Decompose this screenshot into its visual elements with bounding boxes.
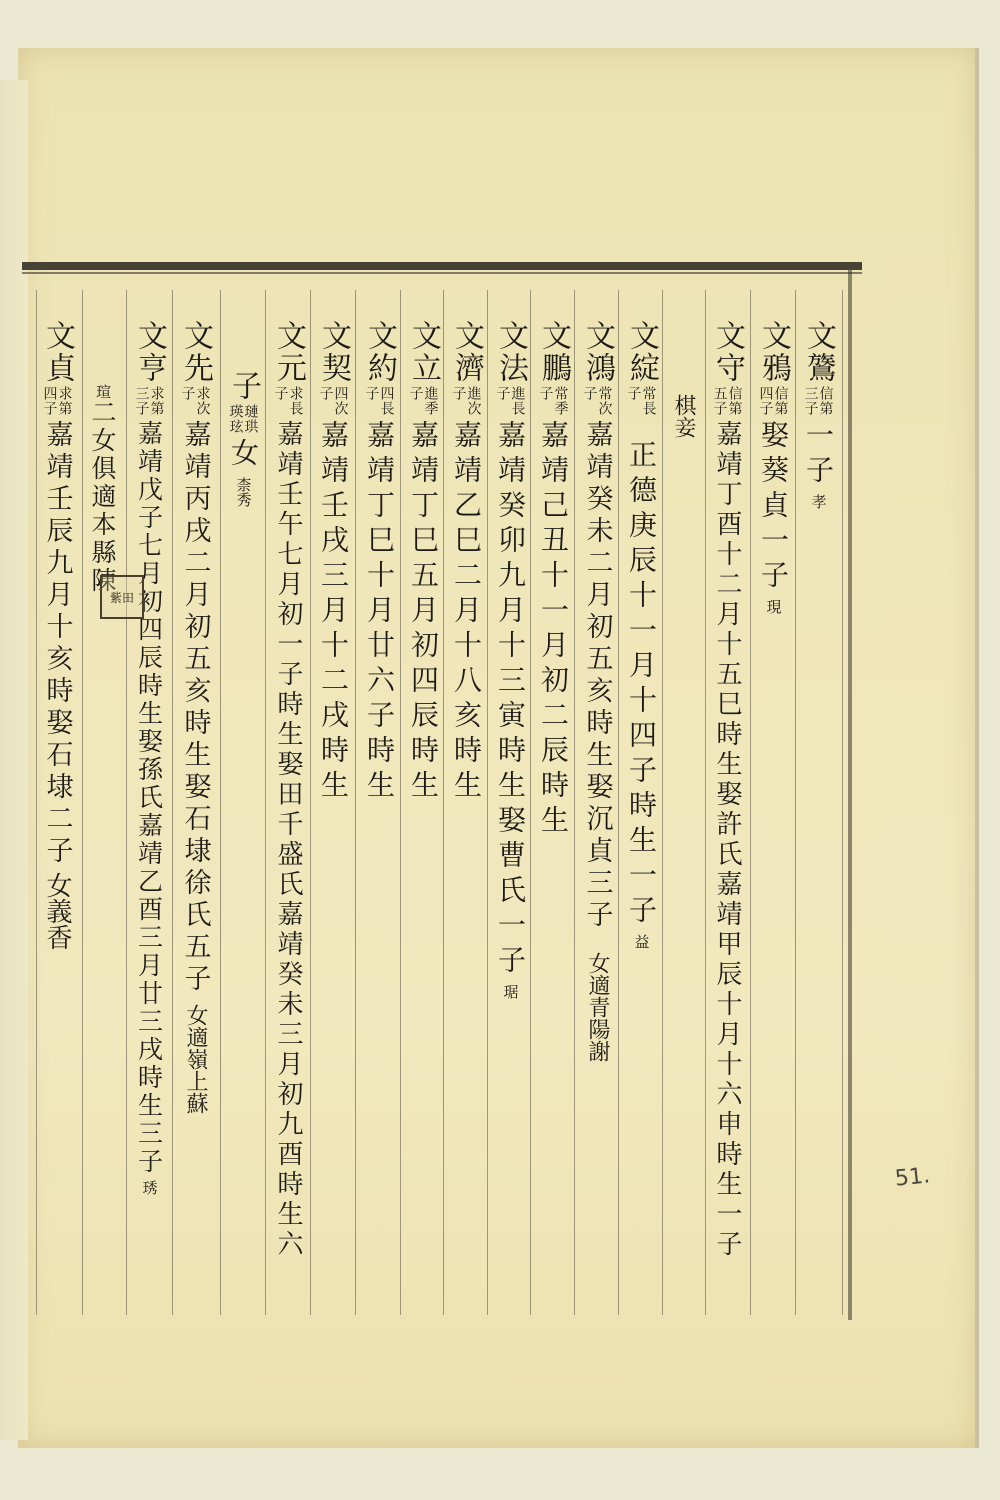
entry-text: 娶葵貞一子 — [757, 420, 790, 595]
entry-note: 琇 — [140, 1180, 159, 1195]
lineage-note — [583, 386, 612, 416]
lineage-note-right: 求長 — [287, 386, 304, 416]
genealogy-entry-wenzhen — [40, 320, 75, 950]
lineage-note-right: 求第 — [56, 386, 73, 416]
genealogy-entry-wenzhan — [624, 320, 659, 949]
lineage-note — [804, 386, 833, 416]
lineage-note-left: 四子 — [41, 386, 58, 416]
lineage-note-left: 五子 — [711, 386, 728, 416]
lineage-note-left: 子 — [581, 386, 598, 401]
children-names — [229, 404, 258, 434]
person-name: 文濟 — [449, 320, 484, 384]
genealogy-entry-wenfa — [493, 320, 528, 999]
genealogy-entry-wenyue — [362, 320, 397, 805]
entry-text: 女 — [227, 438, 260, 473]
column-divider — [530, 290, 531, 1315]
lineage-note-right: 求第 — [148, 386, 165, 416]
entry-note: 琚 — [501, 984, 520, 999]
person-name: 文鵬 — [536, 320, 571, 384]
column-divider — [443, 290, 444, 1315]
column-divider — [265, 290, 266, 1315]
person-name: 文元 — [271, 320, 306, 384]
column-divider — [126, 290, 127, 1315]
lineage-note-right: 信第 — [772, 386, 789, 416]
lineage-note-left: 三子 — [133, 386, 150, 416]
entry-text: 二女俱適本縣陳 — [88, 399, 117, 595]
entry-note: 現 — [764, 599, 783, 614]
lineage-note-left: 子 — [450, 386, 467, 401]
lineage-note — [627, 386, 656, 416]
entry-text: 嘉靖壬午七月初一子時生娶田千盛氏嘉靖癸未三月初九酉時生六 — [273, 420, 303, 1260]
entry-text: 嘉靖癸卯九月十三寅時生娶曹氏一子 — [494, 420, 527, 980]
column-divider — [36, 290, 37, 1315]
entry-text: 嘉靖丁酉十二月十五巳時生娶許氏嘉靖甲辰十月十六申時生一子 — [712, 420, 742, 1260]
genealogy-entry-wenxian — [178, 320, 213, 1114]
lineage-note-right: 四長 — [378, 386, 395, 416]
entry-text: 嘉靖癸未二月初五亥時生娶沉貞三子 — [581, 420, 613, 932]
entry-text: 一子 — [802, 420, 835, 490]
genealogy-entry-daughters — [90, 380, 115, 595]
lineage-note-right: 常次 — [596, 386, 613, 416]
person-name: 文法 — [493, 320, 528, 384]
genealogy-entry-children — [226, 370, 261, 507]
person-name: 文鴉 — [756, 320, 791, 384]
genealogy-entry-wenyuan — [271, 320, 306, 1260]
lineage-note-right: 進季 — [422, 386, 439, 416]
lineage-note — [274, 386, 303, 416]
entry-text: 嘉靖壬戌三月十二戌時生 — [317, 420, 350, 805]
right-border — [848, 270, 852, 1320]
lineage-note-left: 三子 — [802, 386, 819, 416]
column-divider — [618, 290, 619, 1315]
column-divider — [750, 290, 751, 1315]
lineage-note-right: 進長 — [509, 386, 526, 416]
handwritten-page-number: 51. — [893, 1163, 932, 1192]
lineage-note-left: 子 — [272, 386, 289, 401]
lineage-note — [365, 386, 394, 416]
person-name: 文立 — [406, 320, 441, 384]
lineage-note-left: 子 — [407, 386, 424, 401]
lineage-note-left: 四子 — [757, 386, 774, 416]
lineage-note — [319, 386, 348, 416]
right-paper-edge — [975, 48, 979, 1448]
genealogy-entry-wenheng — [132, 320, 167, 1195]
lineage-note-left: 子 — [625, 386, 642, 401]
genealogy-entry-wenzhuo — [801, 320, 836, 509]
entry-note: 瑄 — [94, 384, 112, 399]
column-divider — [487, 290, 488, 1315]
person-name: 文先 — [178, 320, 213, 384]
genealogy-entry-wenshou — [710, 320, 745, 1260]
entry-note: 女適青陽謝 — [585, 952, 610, 1062]
lineage-note — [496, 386, 525, 416]
lineage-note-right: 常長 — [640, 386, 657, 416]
top-border-thin — [22, 272, 862, 274]
column-divider — [842, 290, 843, 1315]
lineage-note-right: 常季 — [552, 386, 569, 416]
children-label: 子 — [226, 370, 261, 402]
entry-text: 嘉靖己丑十一月初二辰時生 — [537, 420, 570, 840]
lineage-note-right: 信第 — [817, 386, 834, 416]
person-name: 文約 — [362, 320, 397, 384]
person-name: 文貞 — [40, 320, 75, 384]
column-divider — [172, 290, 173, 1315]
top-border-thick — [22, 262, 862, 270]
person-name: 文綻 — [624, 320, 659, 384]
genealogy-entry-wenli — [406, 320, 441, 805]
lineage-note-right: 四次 — [332, 386, 349, 416]
lineage-note — [539, 386, 568, 416]
entry-text: 嘉靖壬辰九月十亥時娶石埭二子 — [41, 420, 73, 868]
lineage-note-right: 進次 — [465, 386, 482, 416]
entry-note: 女義香 — [42, 872, 72, 950]
person-name: 文亨 — [132, 320, 167, 384]
lineage-note-left: 子 — [537, 386, 554, 401]
entry-text: 嘉靖戊子七月初四辰時生娶孫氏嘉靖乙酉三月廿三戌時生三子 — [134, 420, 164, 1176]
column-divider — [795, 290, 796, 1315]
lineage-note — [135, 386, 164, 416]
entry-text: 嘉靖丙戌二月初五亥時生娶石埭徐氏五子 — [179, 420, 211, 996]
person-name: 文守 — [710, 320, 745, 384]
left-paper-edge — [0, 80, 28, 1440]
seal-stamp: 紫田 — [100, 575, 144, 619]
column-divider — [574, 290, 575, 1315]
column-divider — [82, 290, 83, 1315]
entry-note: 益 — [632, 934, 651, 949]
entry-text: 嘉靖乙巳二月十八亥時生 — [450, 420, 483, 805]
side-note-qiqie — [672, 390, 694, 438]
entry-note: 女適嶺上蘇 — [183, 1004, 208, 1114]
entry-note: 棋妾 — [671, 394, 696, 438]
person-name: 文契 — [316, 320, 351, 384]
lineage-note-left: 子 — [363, 386, 380, 401]
lineage-note — [759, 386, 788, 416]
lineage-note-left: 子 — [494, 386, 511, 401]
entry-note: 孝 — [809, 494, 828, 509]
lineage-note-left: 子 — [179, 386, 196, 401]
lineage-note — [452, 386, 481, 416]
genealogy-entry-wenya — [756, 320, 791, 614]
lineage-note-right: 信第 — [726, 386, 743, 416]
lineage-note-left: 子 — [317, 386, 334, 401]
genealogy-entry-wenpeng — [536, 320, 571, 840]
entry-text: 嘉靖丁巳五月初四辰時生 — [407, 420, 440, 805]
entry-text: 嘉靖丁巳十月廿六子時生 — [363, 420, 396, 805]
lineage-note — [43, 386, 72, 416]
entry-note: 柰秀 — [234, 477, 253, 507]
lineage-note-right: 求次 — [194, 386, 211, 416]
lineage-note — [409, 386, 438, 416]
children-names-left: 瑛玹 — [227, 404, 244, 434]
person-name: 文鴻 — [580, 320, 615, 384]
entry-text: 正德庚辰十一月十四子時生一子 — [625, 440, 658, 930]
column-divider — [705, 290, 706, 1315]
column-divider — [662, 290, 663, 1315]
column-divider — [355, 290, 356, 1315]
column-divider — [220, 290, 221, 1315]
genealogy-entry-wenji — [449, 320, 484, 805]
column-divider — [310, 290, 311, 1315]
genealogy-entry-wenqi — [316, 320, 351, 805]
children-names-right: 璉珙 — [242, 404, 259, 434]
genealogy-entry-wenhong — [580, 320, 615, 1062]
lineage-note — [181, 386, 210, 416]
lineage-note — [713, 386, 742, 416]
person-name: 文鷟 — [801, 320, 836, 384]
column-divider — [400, 290, 401, 1315]
